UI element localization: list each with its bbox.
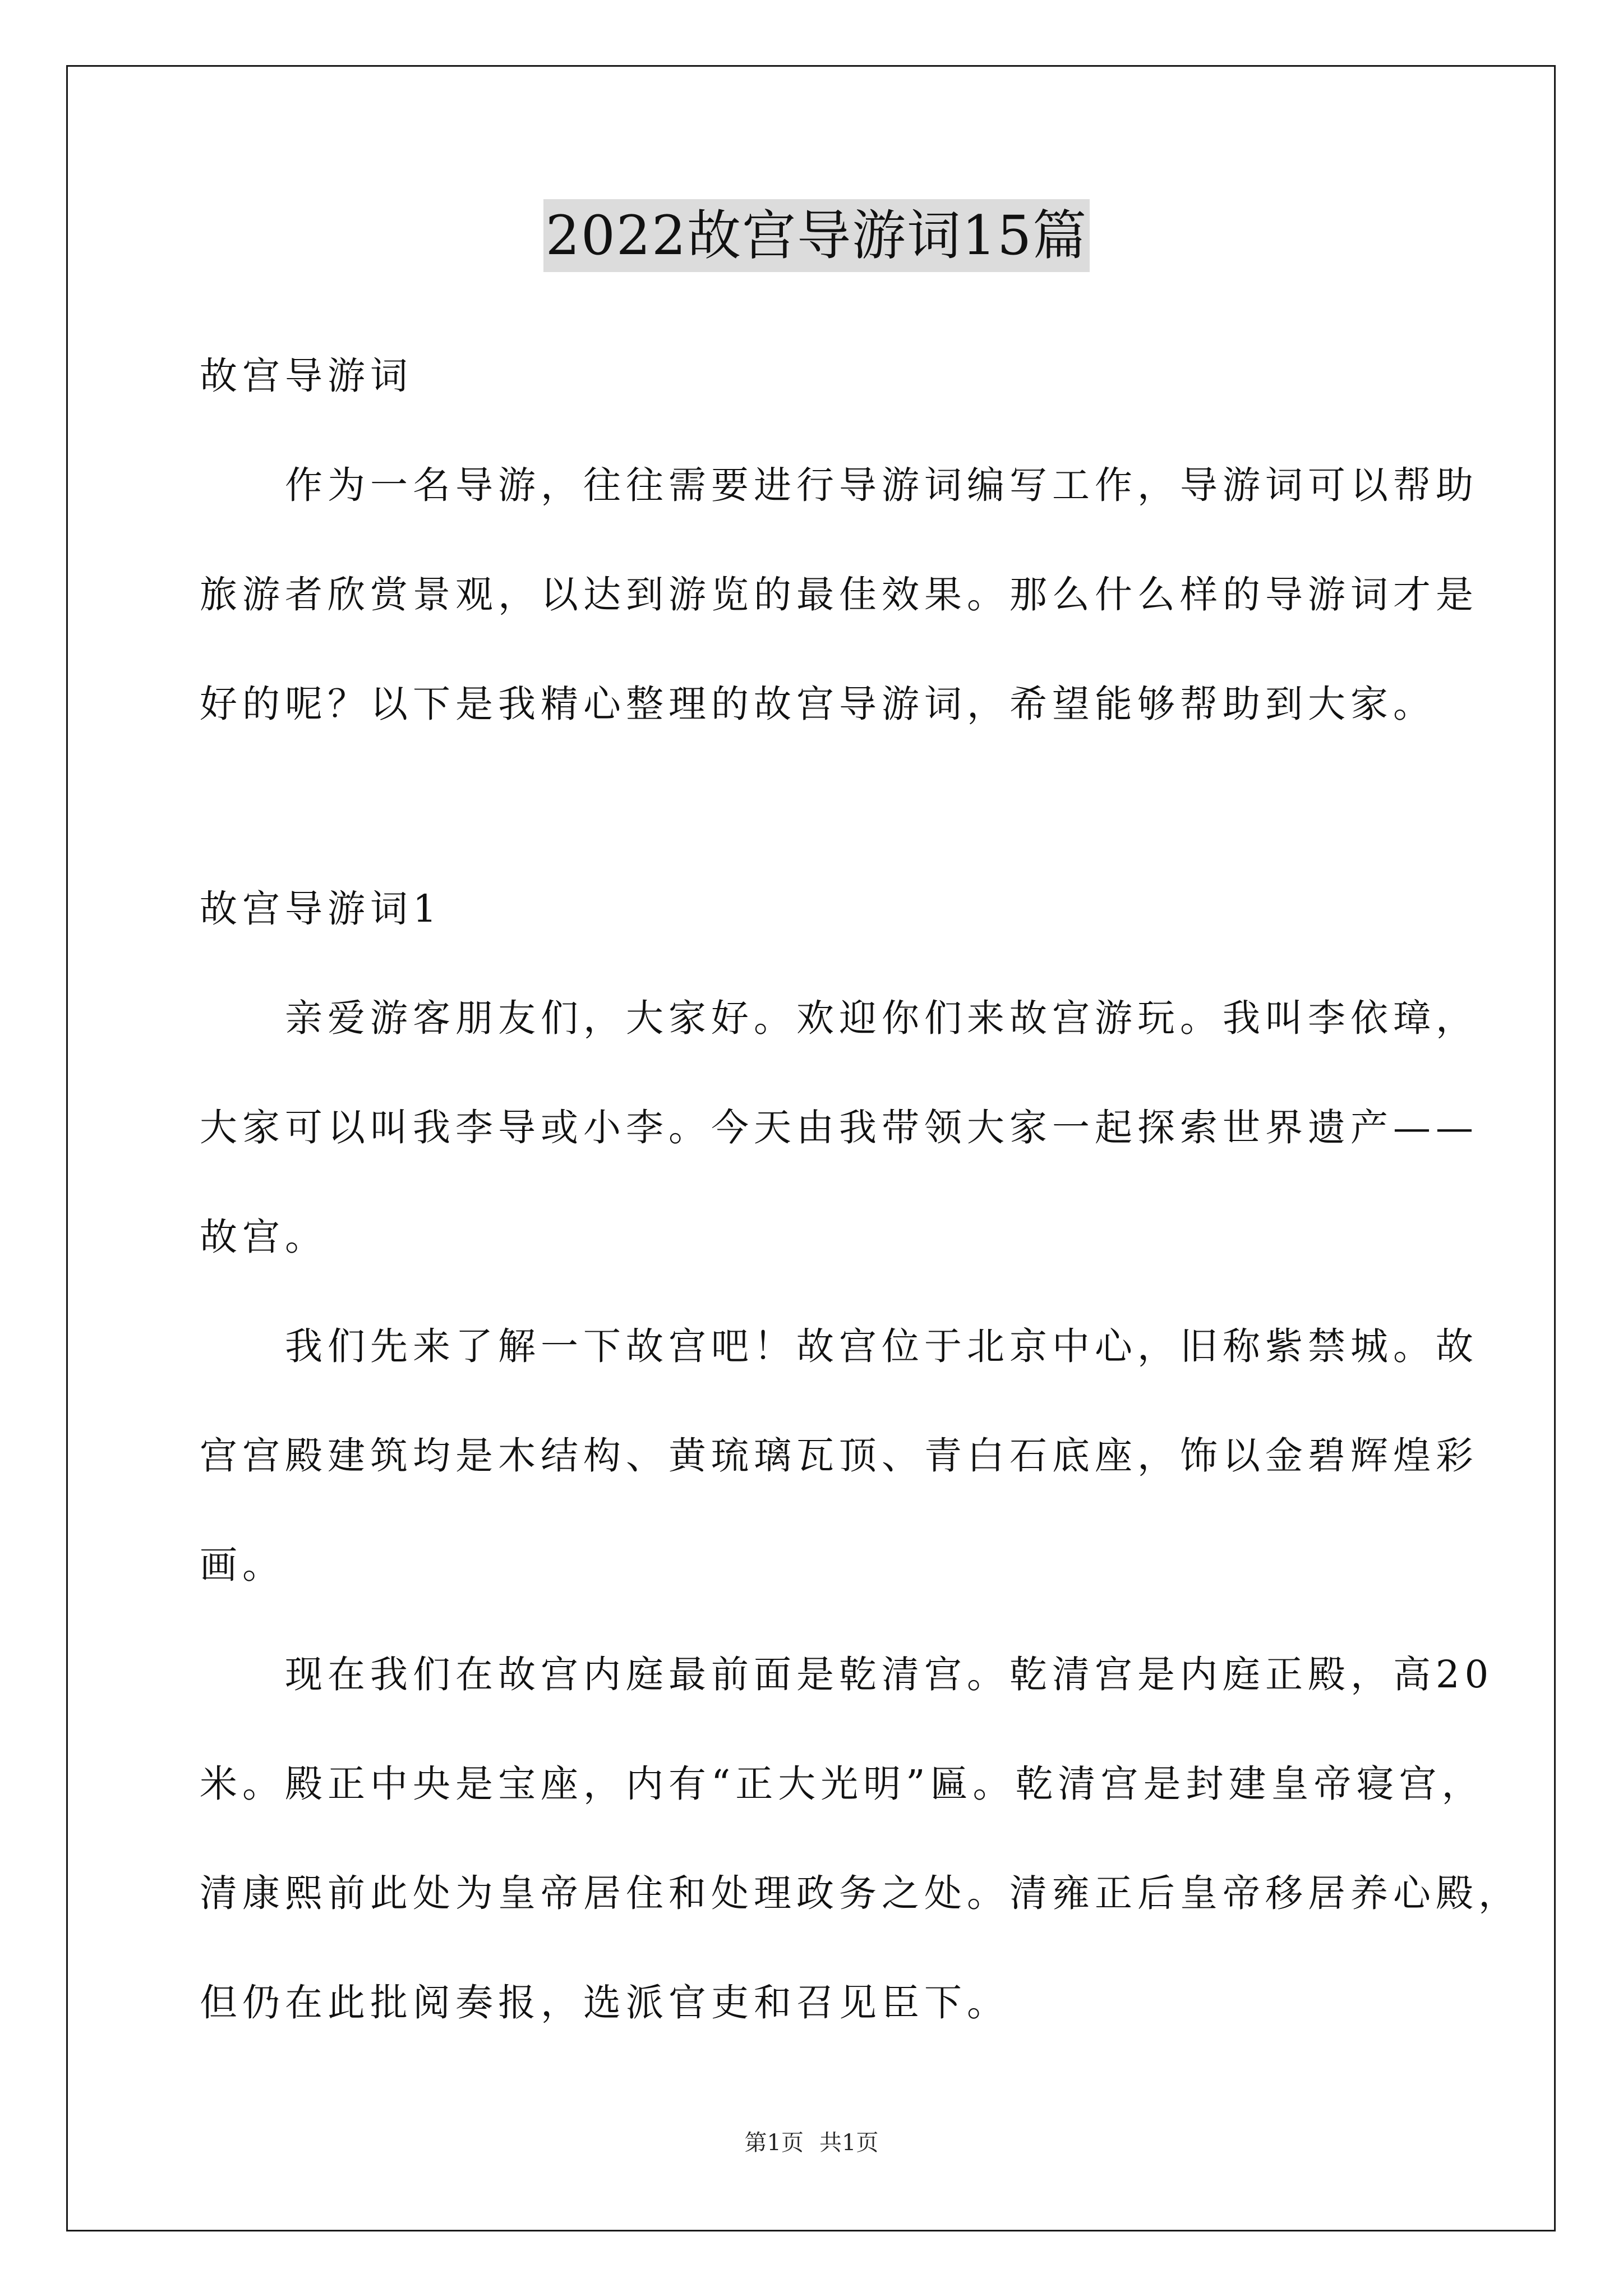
- text-line: 旅游者欣赏景观，以达到游览的最佳效果。那么什么样的导游词才是: [200, 573, 1478, 616]
- title-block: [200, 199, 1433, 272]
- document-title: 2022故宫导游词15篇: [543, 199, 1090, 272]
- document-body: [200, 0, 1521, 2296]
- text-line: 故宫。: [200, 1215, 328, 1259]
- text-line: 但仍在此批阅奏报，选派官吏和召见臣下。: [200, 1981, 1009, 2024]
- text-line: 画。: [200, 1543, 285, 1587]
- text-line: 清康熙前此处为皇帝居住和处理政务之处。清雍正后皇帝移居养心殿，: [200, 1871, 1521, 1915]
- text-line: 好的呢？以下是我精心整理的故宫导游词，希望能够帮助到大家。: [200, 682, 1436, 726]
- text-line: 现在我们在故宫内庭最前面是乾清宫。乾清宫是内庭正殿，高20: [200, 1653, 1494, 1696]
- text-line: 我们先来了解一下故宫吧！故宫位于北京中心，旧称紫禁城。故: [200, 1324, 1478, 1368]
- page-total: 共1页: [819, 2130, 879, 2156]
- text-line: 宫宫殿建筑均是木结构、黄琉璃瓦顶、青白石底座，饰以金碧辉煌彩: [200, 1434, 1478, 1478]
- section-heading: 故宫导游词: [200, 354, 413, 398]
- page-footer: [0, 2129, 1623, 2157]
- text-line: 亲爱游客朋友们，大家好。欢迎你们来故宫游玩。我叫李依璋，: [200, 996, 1478, 1040]
- text-line: 米。殿正中央是宝座，内有“正大光明”匾。乾清宫是封建皇帝寝宫，: [200, 1762, 1484, 1806]
- section-heading: 故宫导游词1: [200, 887, 442, 931]
- text-line: 大家可以叫我李导或小李。今天由我带领大家一起探索世界遗产——: [200, 1106, 1478, 1149]
- text-line: 作为一名导游，往往需要进行导游词编写工作，导游词可以帮助: [200, 463, 1478, 507]
- page-number: 第1页: [744, 2130, 804, 2156]
